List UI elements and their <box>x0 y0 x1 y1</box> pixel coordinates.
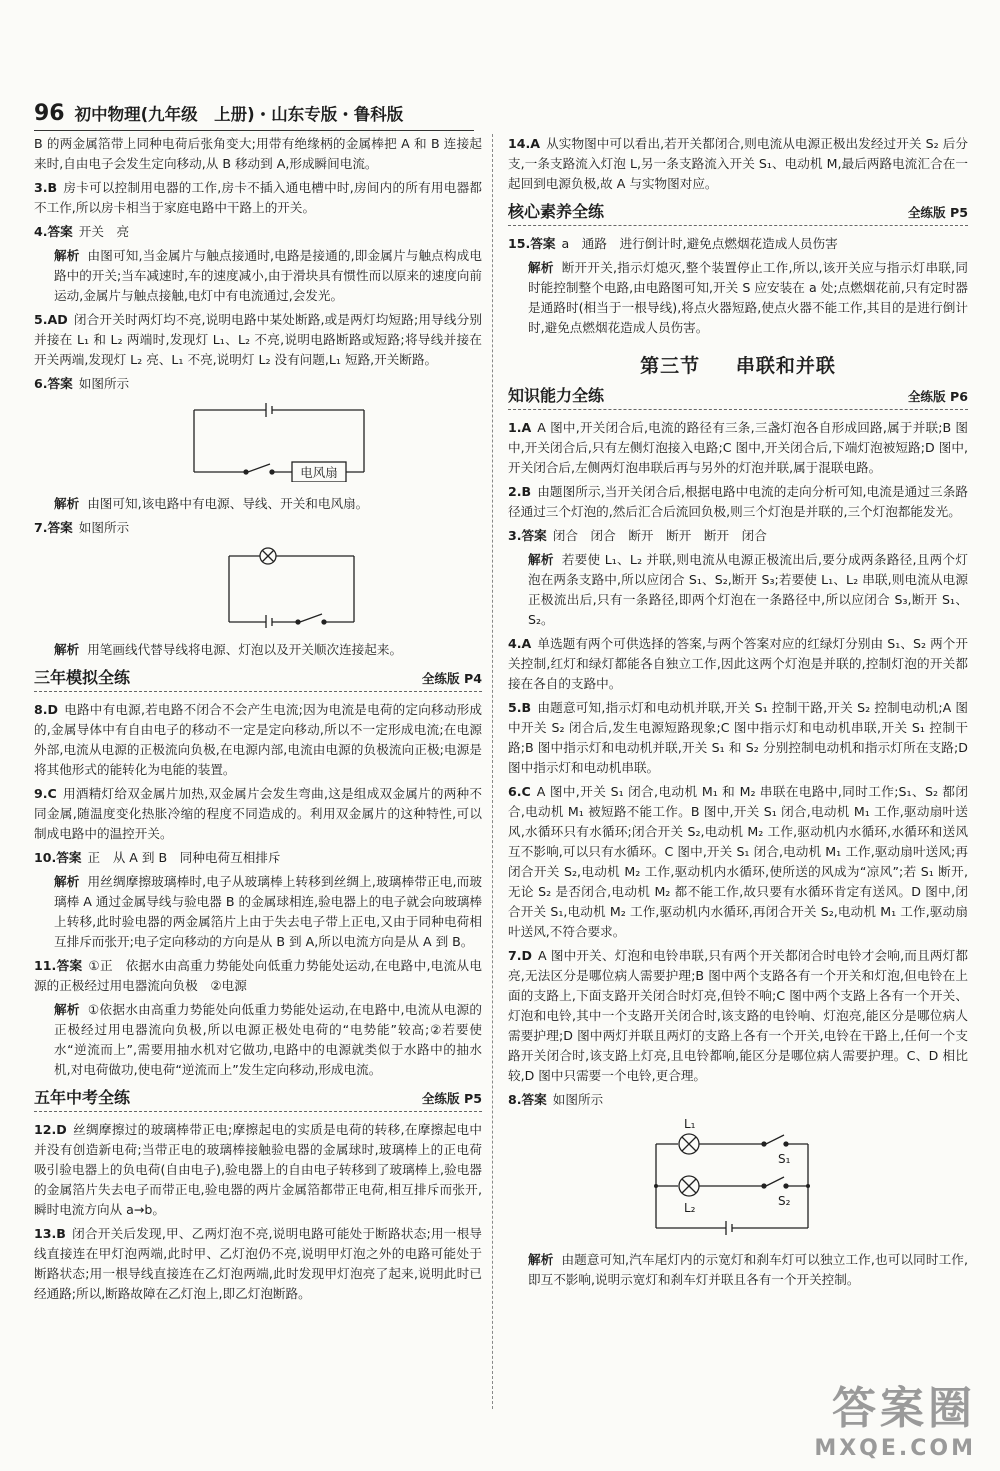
answer-number: 15.答案 <box>508 236 556 251</box>
answer-r1 <box>508 418 968 478</box>
analysis-11 <box>34 1000 482 1080</box>
answer-number: 14.A <box>508 136 541 151</box>
analysis-label: 解析 <box>54 642 80 657</box>
analysis-label: 解析 <box>54 874 80 889</box>
answer-number: 5.AD <box>34 312 68 327</box>
answer-number: 12.D <box>34 1122 67 1137</box>
answer-text: 正 从 A 到 B 同种电荷互相排斥 <box>87 850 281 865</box>
analysis-label: 解析 <box>528 1252 554 1267</box>
answer-number: 9.C <box>34 786 57 801</box>
lamp-L2-label: L₂ <box>684 1201 696 1215</box>
chapter-section: 第三节 <box>640 355 701 377</box>
answer-13 <box>34 1224 482 1304</box>
answer-text: a 通路 进行倒计时,避免点燃烟花造成人员伤害 <box>561 236 838 251</box>
analysis-label: 解析 <box>528 260 554 275</box>
answer-text: 闭合开关时两灯均不亮,说明电路中某处断路,或是两灯均短路;用导线分别并接在 L₁ 和 L₂ 两端时,发现灯 L₁、L₂ 不亮,说明电路断路或短路;将导线并接在开关两端,发现灯 L₂ 亮、L₁ 不亮,说明灯 L₂ 没有问题,L₁ 短路,开关断路。 <box>34 312 482 367</box>
answer-number: 7.D <box>508 948 533 963</box>
answer-text: 闭合 闭合 断开 断开 断开 闭合 <box>552 528 767 543</box>
parallel-circuit-svg <box>508 1116 968 1238</box>
answer-text: 由题意可知,指示灯和电动机并联,开关 S₁ 控制干路,开关 S₂ 控制电动机;A 图中开关 S₂ 闭合后,发生电源短路现象;C 图中指示灯和电动机串联,开关 S₁ 控制干路;B 图中指示灯和电动机并联,开关 S₁ 和 S₂ 分别控制电动机和指示灯所在支路;D 图中指示灯和电动机串联。 <box>508 700 968 775</box>
answer-r6 <box>508 782 968 942</box>
answer-text: A 图中开关、灯泡和电铃串联,只有两个开关都闭合时电铃才会响,而且两灯都亮,无法区分是哪位病人需要护理;B 图中两个支路各有一个开关和灯泡,但电铃在上面的支路上,下面支路开关闭合时灯亮,但铃不响;C 图中两个支路上各有一个开关、灯泡和电铃,其中一个支路开关闭合时,该支路的电铃响、灯泡亮,能区分是哪位病人需要护理;D 图中两灯并联且两灯的支路上各有一个开关,电铃在干路上,任何一个支路开关闭合时,该支路上灯亮,且电铃都响,能区分是哪位病人需要护理。C、D 相比较,D 图中只需要一个电铃,更合理。 <box>508 948 968 1083</box>
answer-number: 6.答案 <box>34 376 73 391</box>
answer-6 <box>34 374 482 394</box>
answer-number: 4.答案 <box>34 224 73 239</box>
analysis-label: 解析 <box>528 552 554 567</box>
answer-r3 <box>508 526 968 546</box>
analysis-text: 由图可知,当金属片与触点接通时,电路是接通的,即金属片与触点构成电路中的开关;当车减速时,车的速度减小,由于滑块具有惯性而以原来的速度向前运动,金属片与触点接触,电灯中有电流通过,会发光。 <box>54 248 482 303</box>
fan-label: 电风扇 <box>300 465 338 480</box>
watermark-logo-text: 答案圈 <box>832 1383 976 1434</box>
answer-text: 电路中有电源,若电路不闭合不会产生电流;因为电流是电荷的定向移动形成的,金属导体中有自由电子的移动不一定是定向移动,所以不一定形成电流;在电源外部,电流从电源的正极流向负极,在电源内部,电流由电源的负极流向正极;电源是将其他形式的能转化为电能的装置。 <box>34 702 482 777</box>
answer-text: 闭合开关后发现,甲、乙两灯泡不亮,说明电路可能处于断路状态;用一根导线直接连在甲灯泡两端,此时甲、乙灯泡仍不亮,说明甲灯泡之外的电路可能处于断路状态;用一根导线直接连在乙灯泡两端,此时发现甲灯泡亮了起来,说明此时已经通路;所以,断路故障在乙灯泡上,即乙灯泡断路。 <box>34 1226 482 1301</box>
analysis-6 <box>34 494 482 514</box>
analysis-text: 若要使 L₁、L₂ 并联,则电流从电源正极流出后,要分成两条路径,且两个灯泡在两条支路中,所以应闭合 S₁、S₂,断开 S₃;若要使 L₁、L₂ 串联,则电流从电源正极流出后,只有一条路径,即两个灯泡在一条路径中,所以应闭合 S₃,断开 S₁、S₂。 <box>528 552 968 627</box>
book-title: 初中物理(九年级 上册)・山东专版・鲁科版 <box>74 105 404 124</box>
answer-text: ①正 依据水由高重力势能处向低重力势能处运动,在电路中,电流从电源的正极经过用电器流向负极 ②电源 <box>34 958 483 993</box>
answer-text: 如图所示 <box>552 1092 604 1107</box>
answer-3 <box>34 178 482 218</box>
section-header-five-year <box>34 1088 482 1112</box>
answer-r7 <box>508 946 968 1086</box>
section-name: 知识能力全练 <box>508 386 605 405</box>
analysis-r8 <box>508 1250 968 1290</box>
right-column <box>508 134 968 1294</box>
answer-text: 如图所示 <box>78 520 130 535</box>
answer-r4 <box>508 634 968 694</box>
section-ref: 全练版 P5 <box>907 205 968 220</box>
circuit-diagram-fan <box>34 400 482 488</box>
answer-number: 2.B <box>508 484 532 499</box>
section-name: 五年中考全练 <box>34 1088 131 1107</box>
chapter-heading <box>508 356 968 376</box>
answer-text: A 图中,开关闭合后,电流的路径有三条,三盏灯泡各自形成回路,属于并联;B 图中,开关闭合后,只有左侧灯泡接入电路;C 图中,开关闭合后,下端灯泡被短路;D 图中,开关闭合后,左侧两灯泡串联后再与另外的灯泡并联,属于混联电路。 <box>508 420 968 475</box>
answer-11 <box>34 956 482 996</box>
analysis-text: 由题意可知,汽车尾灯内的示宽灯和刹车灯可以独立工作,也可以同时工作,即互不影响,说明示宽灯和刹车灯并联且各有一个开关控制。 <box>528 1252 969 1287</box>
answer-8 <box>34 700 482 780</box>
watermark-url: MXQE.COM <box>814 1436 976 1461</box>
analysis-text: 断开开关,指示灯熄灭,整个装置停止工作,所以,该开关应与指示灯串联,同时能控制整个电路,由电路图可知,开关 S 应安装在 a 处;点燃烟花前,只有定时器是通路时(相当于一根导线),将点火器短路,使点火器不能工作,其目的是进行倒计时,避免点燃烟花造成人员伤害。 <box>528 260 968 335</box>
column-divider <box>492 134 493 1409</box>
answer-number: 10.答案 <box>34 850 82 865</box>
answer-text: 单选题有两个可供选择的答案,与两个答案对应的红绿灯分别由 S₁、S₂ 两个开关控制,红灯和绿灯都能各自独立工作,因此这两个灯泡是并联的,控制灯泡的开关都接在各自的支路中。 <box>508 636 968 691</box>
answer-number: 8.答案 <box>508 1092 547 1107</box>
answer-number: 6.C <box>508 784 531 799</box>
left-column <box>34 134 482 1308</box>
fan-circuit-svg <box>34 400 482 482</box>
answer-number: 5.B <box>508 700 532 715</box>
site-watermark <box>814 1372 976 1461</box>
answer-text: 用酒精灯给双金属片加热,双金属片会发生弯曲,这是组成双金属片的两种不同金属,随温度变化热胀冷缩的程度不同造成的。利用双金属片的这种特性,可以制成电路中的温控开关。 <box>34 786 482 841</box>
answer-9 <box>34 784 482 844</box>
answer-number: 11.答案 <box>34 958 83 973</box>
answer-text: A 图中,开关 S₁ 闭合,电动机 M₁ 和 M₂ 串联在电路中,同时工作;S₁、S₂ 都闭合,电动机 M₁ 被短路不能工作。B 图中,开关 S₁ 闭合,电动机 M₁ 工作,驱动扇叶送风,水循环只有水循环;闭合开关 S₂,电动机 M₂ 工作,驱动机内水循环,水循环和送风互不影响,可以只有水循环。C 图中,开关 S₁ 闭合,电动机 M₁ 工作,驱动扇叶送风;再闭合开关 S₂,电动机 M₂ 工作,驱动机内水循环,使所送的风成为“凉风”;若 S₁ 断开,无论 S₂ 是否闭合,电动机 M₂ 都不能工作,故只要有水循环肯定有送风。D 图中,闭合开关 S₁,电动机 M₂ 工作,驱动机内水循环,再闭合开关 S₂,电动机 M₁ 工作,驱动扇叶送风,不符合要求。 <box>508 784 968 939</box>
analysis-text: 用笔画线代替导线将电源、灯泡以及开关顺次连接起来。 <box>87 642 403 657</box>
circuit-diagram-lamp <box>34 544 482 634</box>
analysis-r3 <box>508 550 968 630</box>
section-header-three-year <box>34 668 482 692</box>
answer-10 <box>34 848 482 868</box>
circuit-diagram-parallel <box>508 1116 968 1244</box>
continued-paragraph: B 的两金属箔带上同种电荷后张角变大;用带有绝缘柄的金属棒把 A 和 B 连接起来时,自由电子会发生定向移动,从 B 移动到 A,形成瞬间电流。 <box>34 136 482 171</box>
section-name: 三年模拟全练 <box>34 668 131 687</box>
answer-7 <box>34 518 482 538</box>
answer-r2 <box>508 482 968 522</box>
answer-text: 丝绸摩擦过的玻璃棒带正电;摩擦起电的实质是电荷的转移,在摩擦起电中并没有创造新电荷;当带正电的玻璃棒接触验电器的金属球时,玻璃棒上的正电荷吸引验电器上的负电荷(自由电子),验电器上的自由电子转移到了玻璃棒上,验电器的金属箔片失去电子而带正电,验电器的两片金属箔都带正电荷,相互排斥而张开,瞬时电流方向从 a→b。 <box>34 1122 482 1217</box>
answer-text: 由题图所示,当开关闭合后,根据电路中电流的走向分析可知,电流是通过三条路径通过三个灯泡的,然后汇合后流回负极,则三个灯泡是并联的,三个灯泡都能发光。 <box>508 484 968 519</box>
answer-number: 4.A <box>508 636 532 651</box>
section-name: 核心素养全练 <box>508 202 605 221</box>
answer-text: 开关 亮 <box>78 224 130 239</box>
analysis-label: 解析 <box>54 248 80 263</box>
section-ref: 全练版 P6 <box>907 389 968 404</box>
lamp-L1-label: L₁ <box>684 1117 696 1131</box>
page-header <box>34 96 403 130</box>
answer-text: 从实物图中可以看出,若开关都闭合,则电流从电源正极出发经过开关 S₂ 后分支,一条支路流入灯泡 L,另一条支路流入开关 S₁、电动机 M,最后两路电流汇合在一起回到电源负极,故 A 与实物图对应。 <box>508 136 968 191</box>
answer-5 <box>34 310 482 370</box>
lamp-circuit-svg <box>34 544 482 628</box>
answer-number: 3.B <box>34 180 58 195</box>
section-header-core <box>508 202 968 226</box>
section-header-knowledge <box>508 386 968 410</box>
answer-12 <box>34 1120 482 1220</box>
section-ref: 全练版 P4 <box>421 671 482 686</box>
answer-r5 <box>508 698 968 778</box>
header-rule <box>34 130 474 131</box>
section-ref: 全练版 P5 <box>421 1091 482 1106</box>
answer-r8 <box>508 1090 968 1110</box>
analysis-10 <box>34 872 482 952</box>
answer-text: 如图所示 <box>78 376 130 391</box>
chapter-title: 串联和并联 <box>735 355 836 377</box>
switch-S2-label: S₂ <box>778 1194 791 1208</box>
answer-15 <box>508 234 968 254</box>
answer-14 <box>508 134 968 194</box>
answer-number: 7.答案 <box>34 520 73 535</box>
answer-text: 房卡可以控制用电器的工作,房卡不插入通电槽中时,房间内的所有用电器都不工作,所以房卡相当于家庭电路中干路上的开关。 <box>34 180 482 215</box>
analysis-15 <box>508 258 968 338</box>
analysis-7 <box>34 640 482 660</box>
answer-number: 3.答案 <box>508 528 547 543</box>
analysis-4 <box>34 246 482 306</box>
page-number: 96 <box>34 100 65 126</box>
analysis-text: 由图可知,该电路中有电源、导线、开关和电风扇。 <box>87 496 369 511</box>
answer-number: 1.A <box>508 420 532 435</box>
switch-S1-label: S₁ <box>778 1152 791 1166</box>
analysis-text: ①依据水由高重力势能处向低重力势能处运动,在电路中,电流从电源的正极经过用电器流向负极,所以电源正极处电荷的“电势能”较高;②若要使水“逆流而上”,需要用抽水机对它做功,电路中的电源就类似于水路中的抽水机,对电荷做功,使电荷“逆流而上”发生定向移动,形成电流。 <box>54 1002 483 1077</box>
analysis-text: 用丝绸摩擦玻璃棒时,电子从玻璃棒上转移到丝绸上,玻璃棒带正电,而玻璃棒 A 通过金属导线与验电器 B 的金属球相连,验电器上的电子就会向玻璃棒上转移,此时验电器的两金属箔片上由于失去电子带上正电,又由于同种电荷相互排斥而张开;电子定向移动的方向是从 B 到 A,所以电流方向是从 A 到 B。 <box>54 874 482 949</box>
answer-number: 8.D <box>34 702 59 717</box>
analysis-label: 解析 <box>54 1002 80 1017</box>
answer-number: 13.B <box>34 1226 66 1241</box>
analysis-label: 解析 <box>54 496 80 511</box>
answer-4 <box>34 222 482 242</box>
